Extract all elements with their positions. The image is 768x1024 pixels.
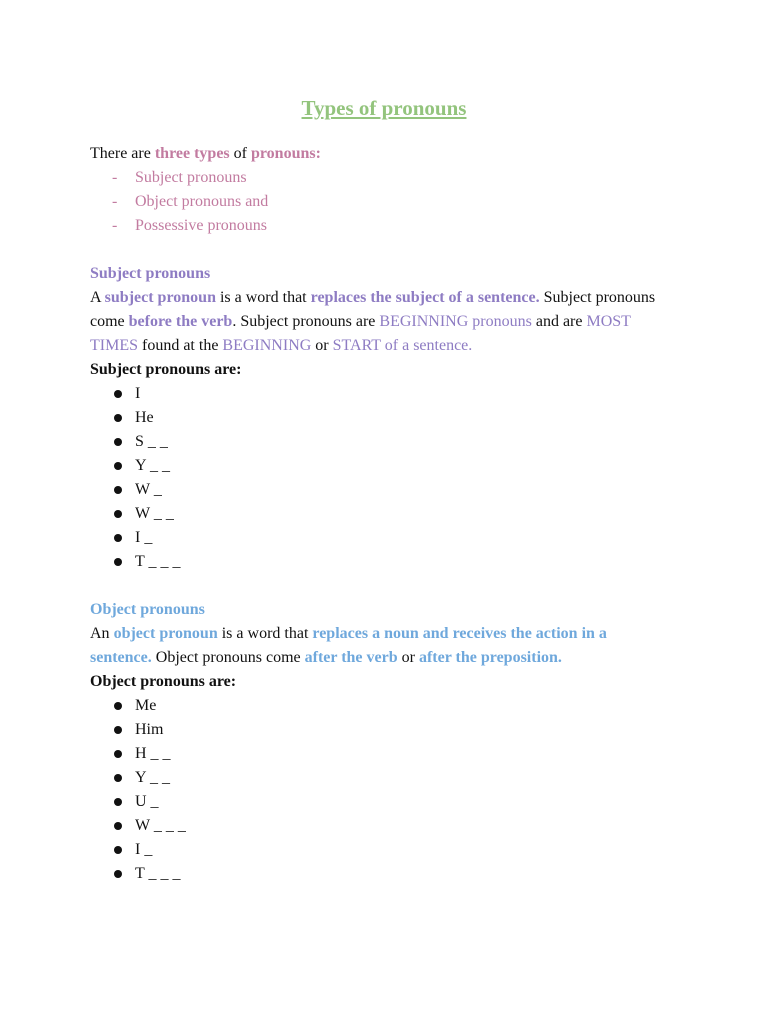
bullet-icon — [114, 558, 122, 566]
list-item: T _ _ _ — [90, 550, 680, 574]
subject-section — [90, 262, 680, 574]
list-item: Him — [90, 718, 670, 742]
list-item: W _ _ — [90, 502, 680, 526]
object-paragraph: An object pronoun is a word that replaces a noun and receives the action in a sentence. Object pronouns come after the verb or after the preposition. — [90, 625, 607, 666]
object-heading: Object pronouns — [90, 601, 205, 618]
intro-paragraph: There are three types of pronouns: — [90, 145, 321, 162]
object-list-heading: Object pronouns are: — [90, 673, 237, 690]
bullet-icon — [114, 510, 122, 518]
pronoun-types-list — [90, 166, 690, 238]
subject-heading: Subject pronouns — [90, 265, 211, 282]
intro-section — [90, 142, 690, 238]
bullet-icon — [114, 846, 122, 854]
object-pronoun-list — [90, 694, 670, 886]
list-item: Y _ _ — [90, 454, 680, 478]
subject-paragraph: A subject pronoun is a word that replaces the subject of a sentence. Subject pronouns come before the verb. Subject pronouns are BEGINNING pronouns and are MOST TIMES found at the BEGINNING or START of a sentence. — [90, 289, 656, 354]
list-item: S _ _ — [90, 430, 680, 454]
bullet-icon — [114, 702, 122, 710]
list-item: U _ — [90, 790, 670, 814]
bullet-icon — [114, 870, 122, 878]
list-item: Me — [90, 694, 670, 718]
list-item: - Object pronouns and — [112, 193, 269, 210]
list-item: I — [90, 382, 680, 406]
bullet-icon — [114, 438, 122, 446]
bullet-icon — [114, 414, 122, 422]
list-item: T _ _ _ — [90, 862, 670, 886]
subject-list-heading: Subject pronouns are: — [90, 361, 242, 378]
bullet-icon — [114, 822, 122, 830]
bullet-icon — [114, 798, 122, 806]
list-item: - Subject pronouns — [112, 169, 247, 186]
list-item: - Possessive pronouns — [112, 217, 268, 234]
object-section — [90, 598, 670, 886]
list-item: I _ — [90, 838, 670, 862]
document-title: Types of pronouns — [301, 96, 467, 120]
bullet-icon — [114, 462, 122, 470]
bullet-icon — [114, 726, 122, 734]
bullet-icon — [114, 534, 122, 542]
list-item: W _ — [90, 478, 680, 502]
list-item: W _ _ _ — [90, 814, 670, 838]
list-item: I _ — [90, 526, 680, 550]
bullet-icon — [114, 486, 122, 494]
list-item: H _ _ — [90, 742, 670, 766]
list-item: Y _ _ — [90, 766, 670, 790]
list-item: He — [90, 406, 680, 430]
bullet-icon — [114, 750, 122, 758]
subject-pronoun-list — [90, 382, 680, 574]
bullet-icon — [114, 774, 122, 782]
bullet-icon — [114, 390, 122, 398]
